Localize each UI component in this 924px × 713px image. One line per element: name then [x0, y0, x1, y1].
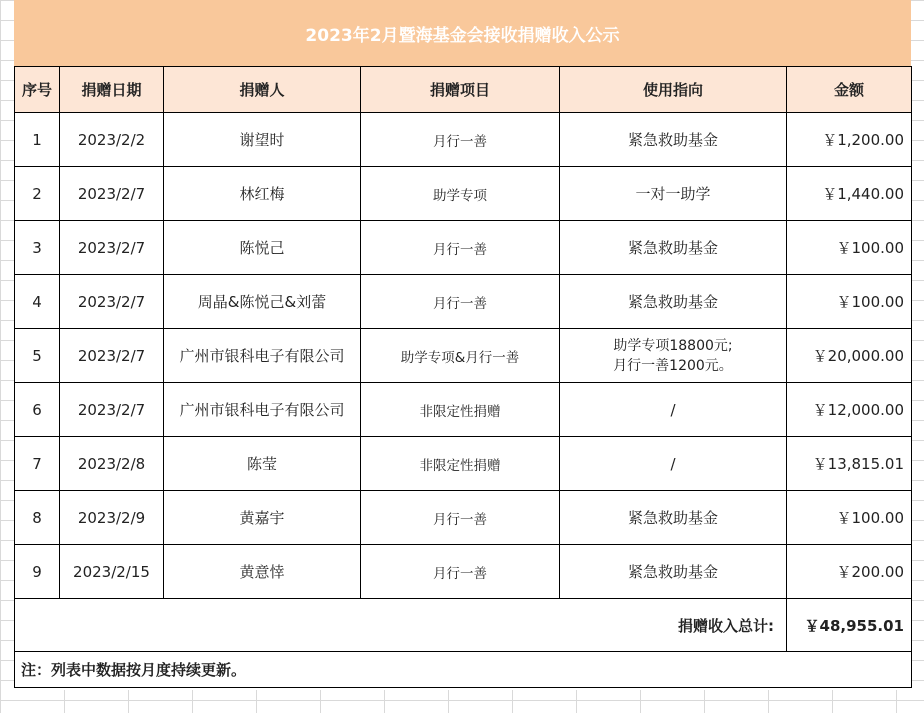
- cell-project[interactable]: 助学专项: [361, 167, 560, 221]
- header-no: 序号: [15, 67, 60, 113]
- cell-no[interactable]: 7: [15, 437, 60, 491]
- cell-use[interactable]: 紧急救助基金: [560, 113, 787, 167]
- cell-use[interactable]: 一对一助学: [560, 167, 787, 221]
- cell-donor[interactable]: 陈莹: [164, 437, 361, 491]
- cell-amount[interactable]: ￥1,440.00: [787, 167, 912, 221]
- cell-donor[interactable]: 黄嘉宇: [164, 491, 361, 545]
- cell-date[interactable]: 2023/2/2: [60, 113, 164, 167]
- cell-use-line: 月行一善1200元。: [613, 357, 733, 374]
- cell-use[interactable]: /: [560, 383, 787, 437]
- table-row: [15, 275, 912, 329]
- cell-no[interactable]: 9: [15, 545, 60, 599]
- donation-table: [14, 66, 912, 688]
- cell-amount[interactable]: ￥200.00: [787, 545, 912, 599]
- cell-donor[interactable]: 周晶&陈悦己&刘蕾: [164, 275, 361, 329]
- cell-amount[interactable]: ￥12,000.00: [787, 383, 912, 437]
- cell-use-line: 助学专项18800元;: [613, 337, 733, 354]
- total-row: [15, 599, 912, 652]
- cell-date[interactable]: 2023/2/7: [60, 221, 164, 275]
- cell-use[interactable]: 紧急救助基金: [560, 275, 787, 329]
- table-row: [15, 491, 912, 545]
- total-label[interactable]: 捐赠收入总计:: [15, 599, 787, 652]
- cell-no[interactable]: 5: [15, 329, 60, 383]
- table-row: [15, 383, 912, 437]
- header-use: 使用指向: [560, 67, 787, 113]
- header-row: [15, 67, 912, 113]
- cell-date[interactable]: 2023/2/7: [60, 383, 164, 437]
- header-project: 捐赠项目: [361, 67, 560, 113]
- header-donor: 捐赠人: [164, 67, 361, 113]
- table-row: [15, 221, 912, 275]
- header-amount: 金额: [787, 67, 912, 113]
- cell-use[interactable]: [560, 329, 787, 383]
- cell-use[interactable]: 紧急救助基金: [560, 221, 787, 275]
- note-row: [15, 652, 912, 688]
- table-row: [15, 545, 912, 599]
- cell-no[interactable]: 8: [15, 491, 60, 545]
- cell-project[interactable]: 助学专项&月行一善: [361, 329, 560, 383]
- cell-donor[interactable]: 广州市银科电子有限公司: [164, 383, 361, 437]
- cell-no[interactable]: 6: [15, 383, 60, 437]
- cell-amount[interactable]: ￥100.00: [787, 491, 912, 545]
- cell-donor[interactable]: 黄意悻: [164, 545, 361, 599]
- cell-donor[interactable]: 林红梅: [164, 167, 361, 221]
- cell-project[interactable]: 月行一善: [361, 275, 560, 329]
- total-amount[interactable]: ￥48,955.01: [787, 599, 912, 652]
- cell-date[interactable]: 2023/2/7: [60, 329, 164, 383]
- cell-amount[interactable]: ￥20,000.00: [787, 329, 912, 383]
- table-title: 2023年2月暨海基金会接收捐赠收入公示: [14, 0, 911, 67]
- cell-project[interactable]: 非限定性捐赠: [361, 437, 560, 491]
- cell-no[interactable]: 4: [15, 275, 60, 329]
- note-text[interactable]: 注：列表中数据按月度持续更新。: [15, 652, 912, 688]
- cell-project[interactable]: 月行一善: [361, 491, 560, 545]
- table-row: [15, 329, 912, 383]
- cell-date[interactable]: 2023/2/15: [60, 545, 164, 599]
- table-row: [15, 437, 912, 491]
- cell-project[interactable]: 月行一善: [361, 545, 560, 599]
- cell-amount[interactable]: ￥100.00: [787, 275, 912, 329]
- cell-date[interactable]: 2023/2/8: [60, 437, 164, 491]
- cell-project[interactable]: 月行一善: [361, 221, 560, 275]
- cell-amount[interactable]: ￥100.00: [787, 221, 912, 275]
- cell-donor[interactable]: 谢望时: [164, 113, 361, 167]
- cell-no[interactable]: 3: [15, 221, 60, 275]
- cell-use[interactable]: 紧急救助基金: [560, 545, 787, 599]
- cell-no[interactable]: 2: [15, 167, 60, 221]
- cell-project[interactable]: 非限定性捐赠: [361, 383, 560, 437]
- cell-project[interactable]: 月行一善: [361, 113, 560, 167]
- header-date: 捐赠日期: [60, 67, 164, 113]
- cell-no[interactable]: 1: [15, 113, 60, 167]
- cell-date[interactable]: 2023/2/9: [60, 491, 164, 545]
- table-row: [15, 167, 912, 221]
- table-row: [15, 113, 912, 167]
- cell-donor[interactable]: 陈悦己: [164, 221, 361, 275]
- cell-use[interactable]: 紧急救助基金: [560, 491, 787, 545]
- cell-donor[interactable]: 广州市银科电子有限公司: [164, 329, 361, 383]
- cell-amount[interactable]: ￥13,815.01: [787, 437, 912, 491]
- cell-amount[interactable]: ￥1,200.00: [787, 113, 912, 167]
- cell-date[interactable]: 2023/2/7: [60, 167, 164, 221]
- cell-date[interactable]: 2023/2/7: [60, 275, 164, 329]
- cell-use[interactable]: /: [560, 437, 787, 491]
